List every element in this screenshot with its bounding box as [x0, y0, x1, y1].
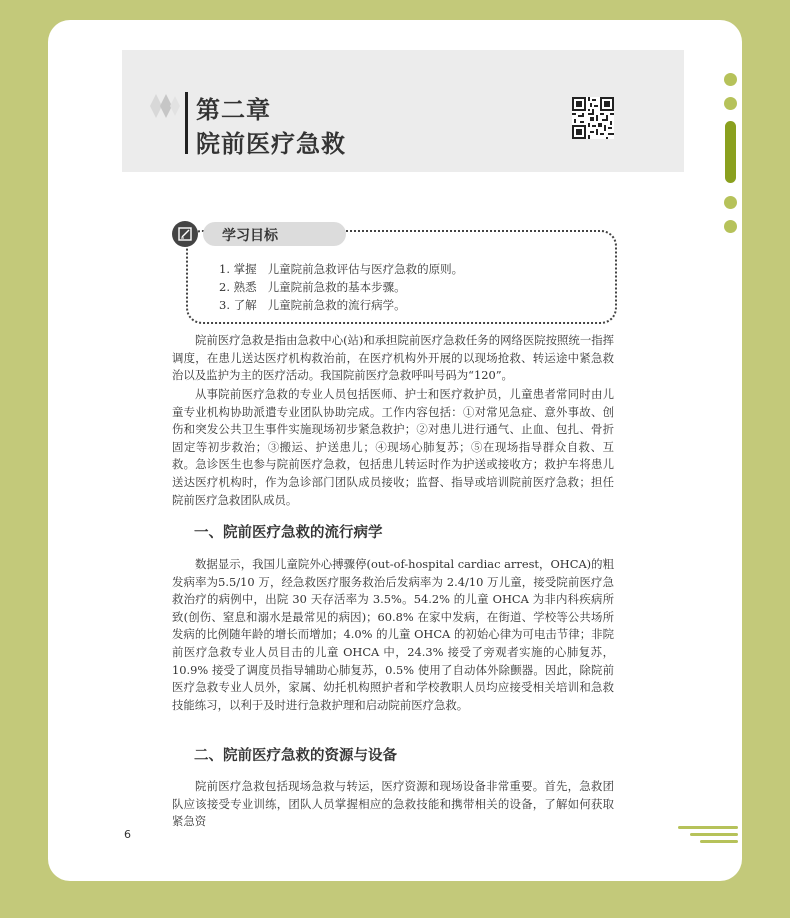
side-dot: [724, 220, 737, 233]
side-dot: [724, 97, 737, 110]
section-heading-resources: 二、院前医疗急救的资源与设备: [194, 748, 397, 764]
qr-code-icon[interactable]: [572, 97, 614, 139]
side-dot: [724, 196, 737, 209]
notebook-icon: [172, 221, 198, 247]
objective-item: 2. 熟悉 儿童院前急救的基本步骤。: [219, 280, 406, 294]
paragraph-epidemiology: 数据显示，我国儿童院外心搏骤停(out-of-hospital cardiac arrest，OHCA)的粗发病率为5.5/10 万，经急救医疗服务救治后发病率为 2.4/10 万儿童，接受院前医疗急救治疗的病例中，出院 30 天存活率为 3.5%。54.2% 的儿童 OHCA 为非内科疾病所致(创伤、窒息和溺水是最常见的病因)；60.8% 在家中发病，在街道、学校等公共场所发病的比例随年龄的增长而增加；4.0% 的儿童 OHCA 的初始心律为可电击节律；非院前医疗急救专业人员目击的儿童 OHCA 中，24.3% 接受了旁观者实施的心肺复苏，10.9% 接受了调度员指导辅助心肺复苏，0.5% 使用了自动体外除颤器。因此，除院前医疗急救专业人员外，家属、幼托机构照护者和学校教职人员均应接受相关培训和急救技能练习，以利于及时进行急救护理和启动院前医疗急救。: [172, 557, 614, 712]
footer-deco-line: [678, 826, 738, 829]
paragraph-resources: 院前医疗急救包括现场急救与转运，医疗资源和现场设备非常重要。首先，急救团队应该接受专业训练，团队人员掌握相应的急救技能和携带相关的设备，了解如何获取紧急资: [172, 779, 614, 829]
chapter-title: 院前医疗急救: [196, 130, 346, 158]
objective-item: 3. 了解 儿童院前急救的流行病学。: [219, 298, 406, 312]
paragraph-intro: 院前医疗急救是指由急救中心(站)和承担院前医疗急救任务的网络医院按照统一指挥调度，在患儿送达医疗机构救治前，在医疗机构外开展的以现场抢救、转运途中紧急救治以及监护为主的医疗活动。我国院前医疗急救呼叫号码为“120”。: [172, 333, 614, 383]
side-progress-bar: [725, 121, 736, 183]
side-dot: [724, 73, 737, 86]
section-heading-epidemiology: 一、院前医疗急救的流行病学: [194, 525, 383, 541]
footer-deco-line: [700, 840, 738, 843]
diamond-decor-icon: [144, 94, 180, 118]
footer-deco-line: [690, 833, 738, 836]
paragraph-personnel: 从事院前医疗急救的专业人员包括医师、护士和医疗救护员，儿童患者常同时由儿童专业机构协助派遣专业团队协助完成。工作内容包括：①对常见急症、意外事故、创伤和突发公共卫生事件实施现场初步紧急救护；②对患儿进行通气、止血、包扎、骨折固定等初步救治；③搬运、护送患儿；④现场心肺复苏；⑤在现场指导群众自救、互救。急诊医生也参与院前医疗急救，包括患儿转运时作为护送或接收方；救护车将患儿送达医疗机构时，作为急诊部门团队成员接收；监督、指导或培训院前医疗急救；担任院前医疗急救团队成员。: [172, 387, 614, 507]
chapter-divider: [185, 92, 188, 154]
chapter-number: 第二章: [196, 96, 271, 124]
objectives-label: 学习目标: [222, 228, 278, 244]
objective-item: 1. 掌握 儿童院前急救评估与医疗急救的原则。: [219, 262, 464, 276]
page-number: 6: [124, 828, 131, 841]
